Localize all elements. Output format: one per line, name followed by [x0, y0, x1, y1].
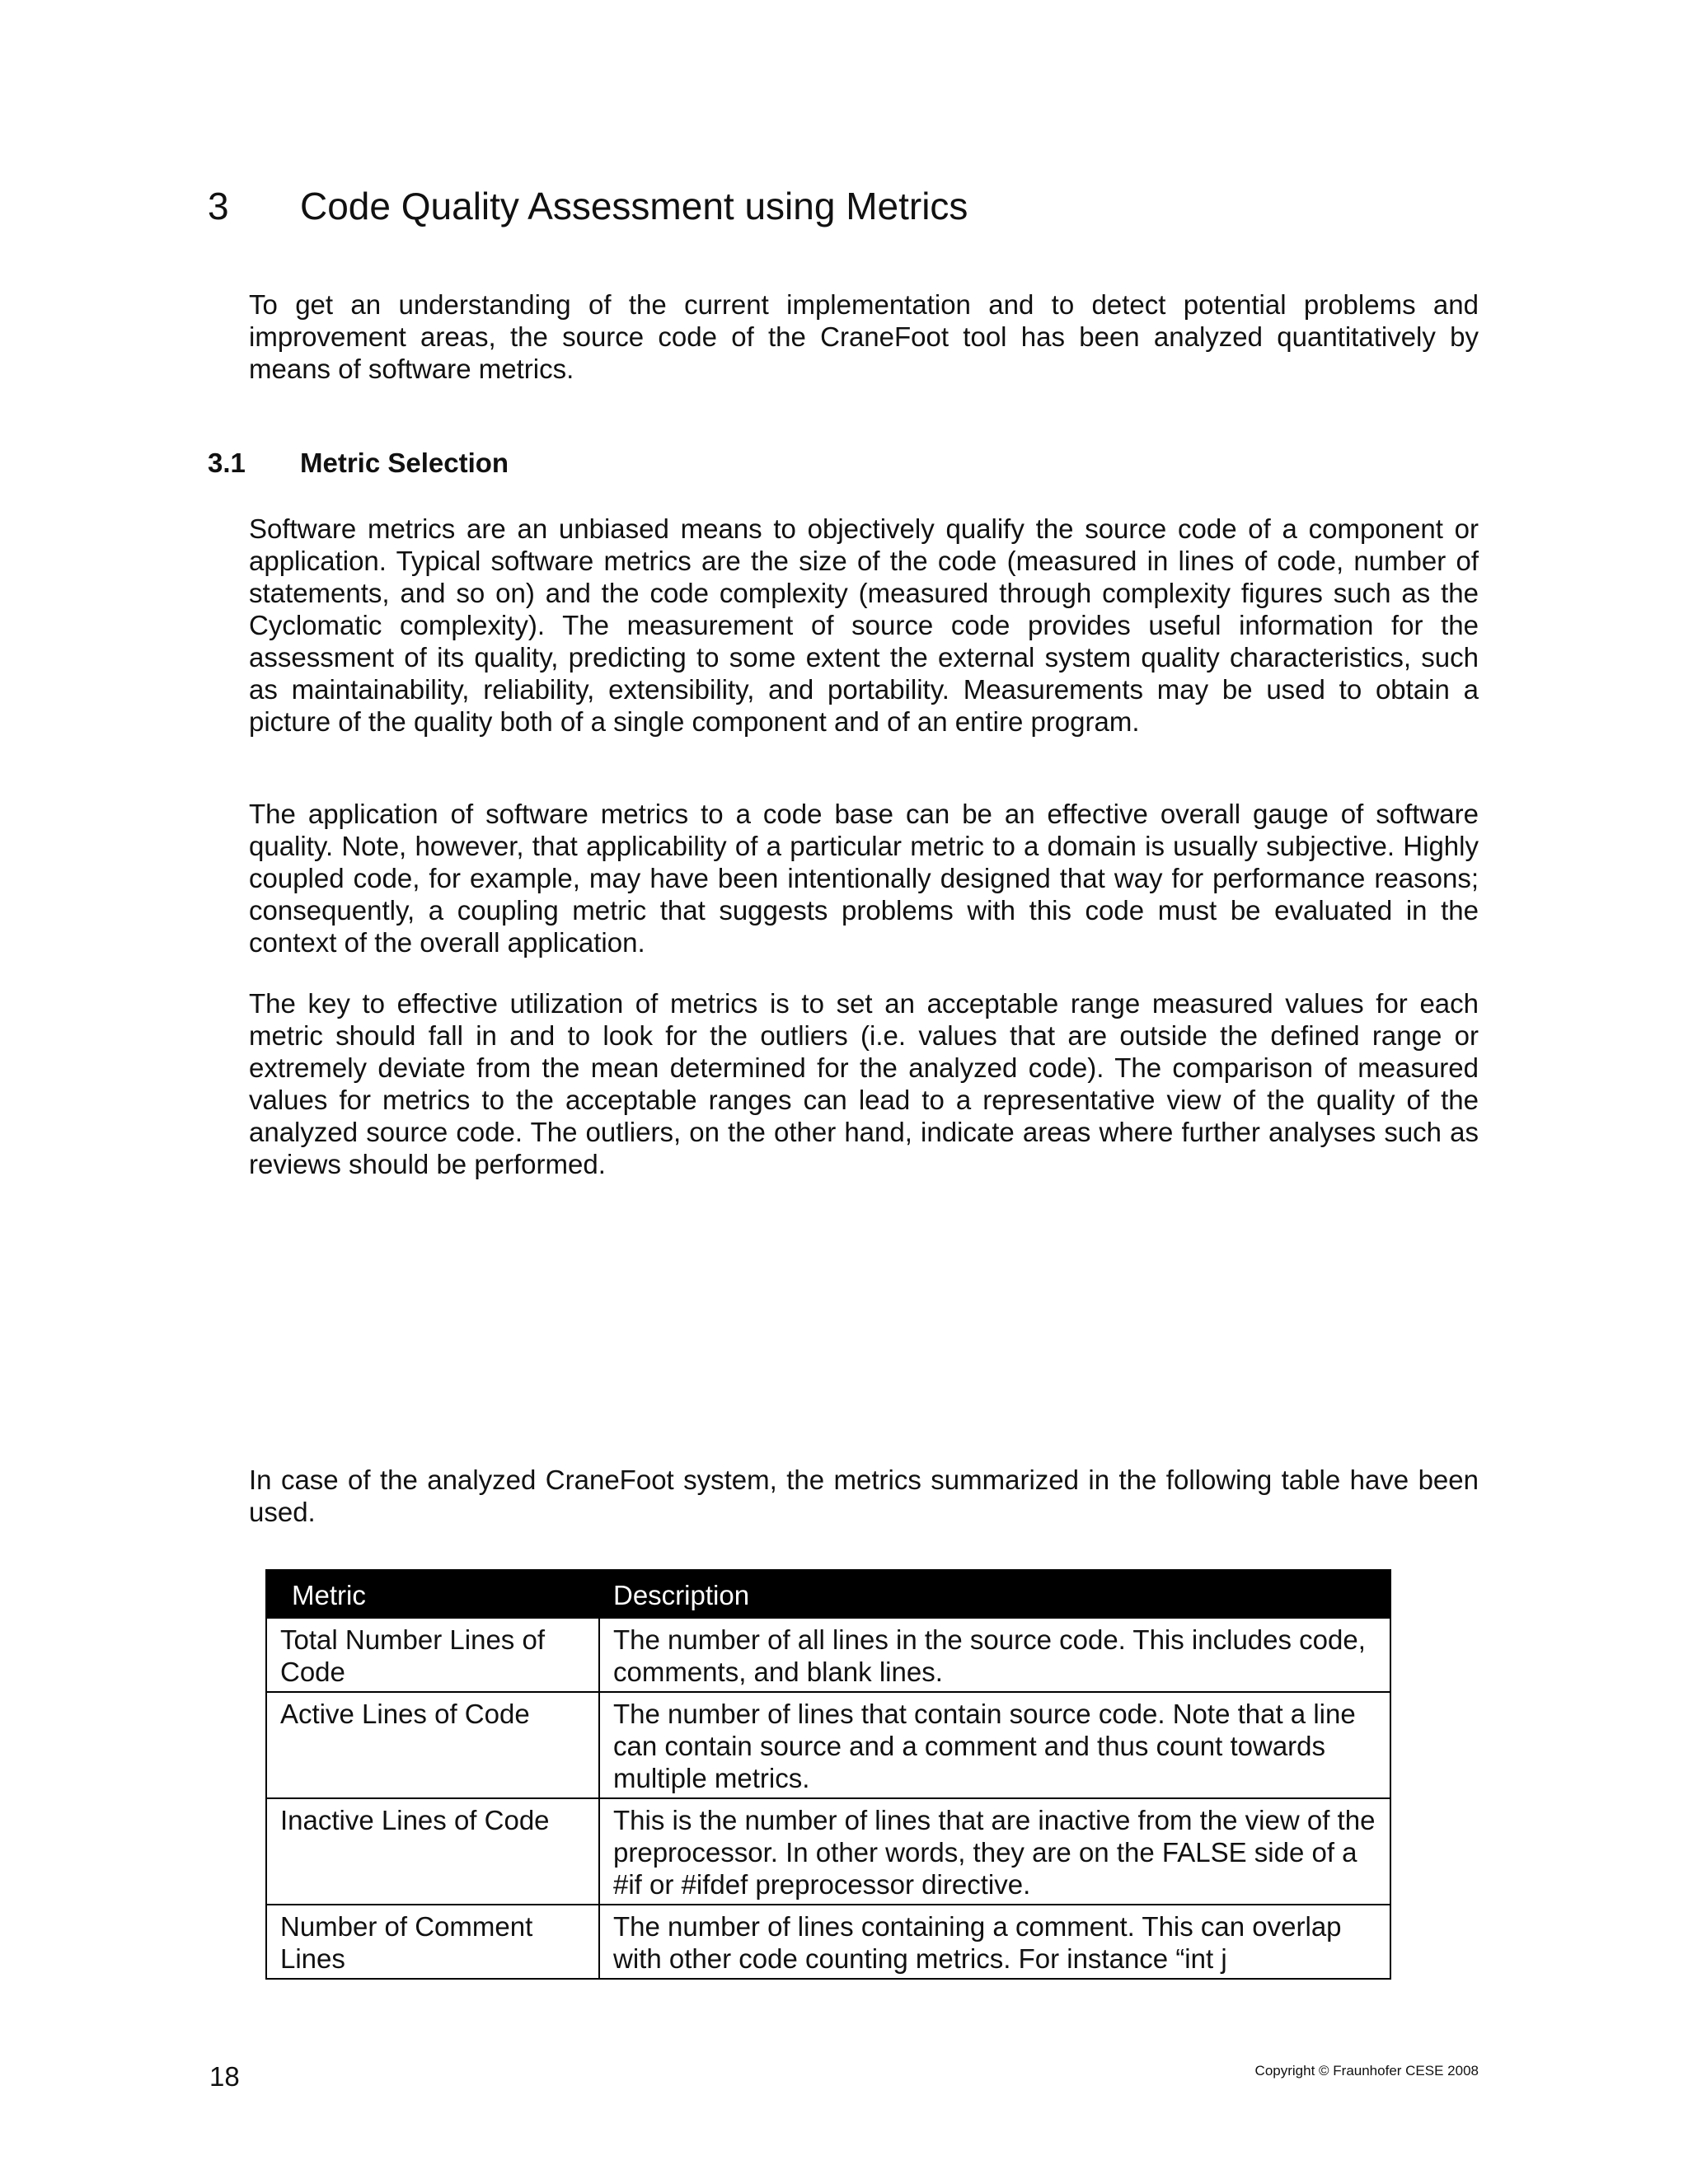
metric-description: The number of lines containing a comment. This can overlap with other code counting metrics. For instance “int j: [599, 1905, 1390, 1979]
paragraph-metrics-application: The application of software metrics to a code base can be an effective overall gauge of software quality. Note, however, that applicability of a particular metric to a domain is usually subjective. Highly coupled code, for example, may have been intentionally designed that way for performance reasons; consequently, a coupling metric that suggests problems with this code must be evaluated in the context of the overall application.: [249, 799, 1479, 958]
chapter-number: 3: [208, 185, 229, 227]
table-header-row: [266, 1570, 1390, 1618]
metric-name: Active Lines of Code: [266, 1692, 599, 1798]
metrics-table: [265, 1569, 1391, 1980]
table-row: [266, 1618, 1390, 1692]
section-heading: [208, 447, 509, 480]
metric-description: This is the number of lines that are inactive from the view of the preprocessor. In other words, they are on the FALSE side of a #if or #ifdef preprocessor directive.: [599, 1798, 1390, 1905]
metric-description: The number of lines that contain source code. Note that a line can contain source and a comment and thus count towards multiple metrics.: [599, 1692, 1390, 1798]
section-number: 3.1: [208, 448, 246, 478]
paragraph-metrics-overview: Software metrics are an unbiased means to objectively qualify the source code of a component or application. Typical software metrics are the size of the code (measured in lines of code, number of statements, and so on) and the code complexity (measured through complexity figures such as the Cyclomatic complexity). The measurement of source code provides useful information for the assessment of its quality, predicting to some extent the external system quality characteristics, such as maintainability, reliability, extensibility, and portability. Measurements may be used to obtain a picture of the quality both of a single component and of an entire program.: [249, 513, 1479, 737]
table-header-metric: Metric: [266, 1570, 599, 1618]
table-header-description: Description: [599, 1570, 1390, 1618]
chapter-heading: [208, 183, 968, 229]
section-title: Metric Selection: [300, 448, 509, 478]
table-row: [266, 1905, 1390, 1979]
chapter-title: Code Quality Assessment using Metrics: [300, 185, 968, 227]
intro-paragraph: To get an understanding of the current implementation and to detect potential problems and improvement areas, the source code of the CraneFoot tool has been analyzed quantitatively by means of software metrics.: [249, 289, 1479, 384]
copyright-notice: Copyright © Fraunhofer CESE 2008: [1254, 2063, 1479, 2079]
page-number: 18: [209, 2061, 240, 2092]
table-row: [266, 1798, 1390, 1905]
metric-name: Number of Comment Lines: [266, 1905, 599, 1979]
paragraph-table-intro: In case of the analyzed CraneFoot system, the metrics summarized in the following table have been used.: [249, 1465, 1479, 1527]
paragraph-metrics-utilization: The key to effective utilization of metrics is to set an acceptable range measured values for each metric should fall in and to look for the outliers (i.e. values that are outside the defined range or extremely deviate from the mean determined for the analyzed code). The comparison of measured values for metrics to the acceptable ranges can lead to a representative view of the quality of the analyzed source code. The outliers, on the other hand, indicate areas where further analyses such as reviews should be performed.: [249, 988, 1479, 1179]
metric-name: Total Number Lines of Code: [266, 1618, 599, 1692]
metric-description: The number of all lines in the source code. This includes code, comments, and blank lines.: [599, 1618, 1390, 1692]
metric-name: Inactive Lines of Code: [266, 1798, 599, 1905]
table-row: [266, 1692, 1390, 1798]
